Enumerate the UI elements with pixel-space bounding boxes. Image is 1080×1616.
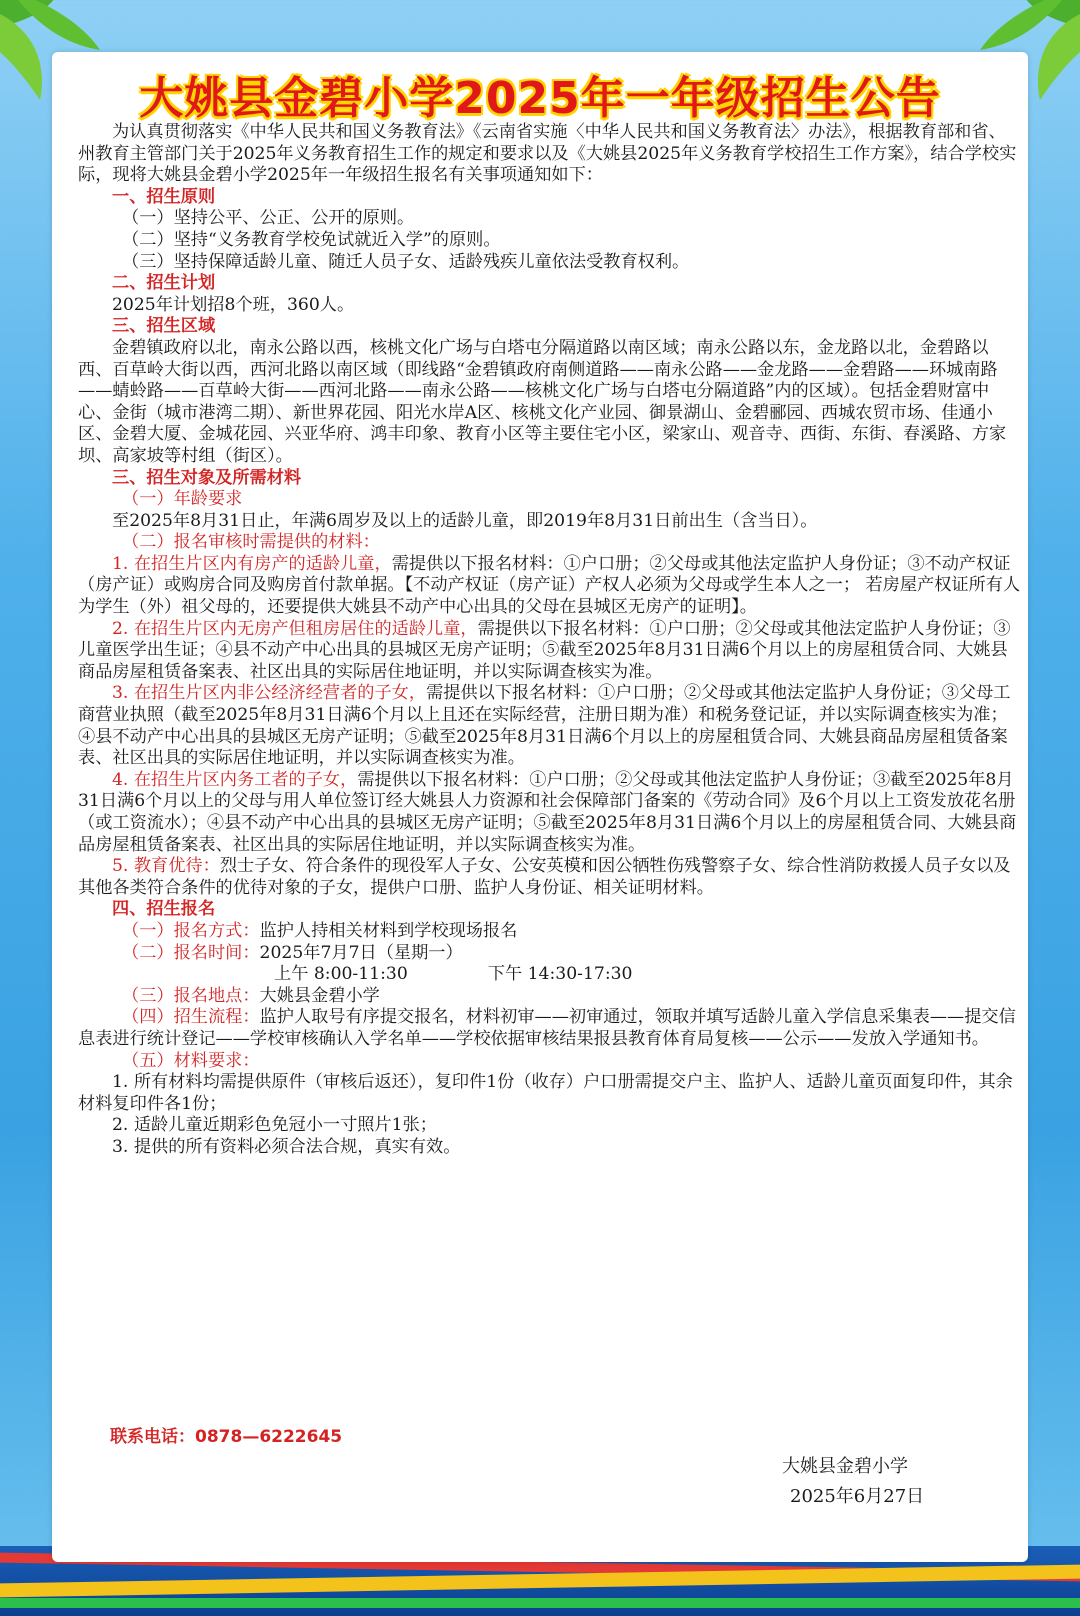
section-heading-plan: 二、招生计划 <box>112 273 216 294</box>
requirement-item: 2. 适龄儿童近期彩色免冠小一寸照片1张； <box>112 1115 437 1136</box>
registration-method <box>78 921 1022 943</box>
notice-body <box>78 122 1022 1159</box>
registration-place-label: （三）报名地点： <box>122 985 260 1006</box>
materials-item-text: 烈士子女、符合条件的现役军人子女、公安英模和因公牺牲伤残警察子女、综合性消防救援人员子女以及其他各类符合条件的优待对象的子女，提供户口册、监护人身份证、相关证明材料。 <box>78 856 1011 898</box>
materials-item <box>78 856 1022 899</box>
materials-item-lead: 5. 教育优待： <box>112 856 220 877</box>
time-slot-morning: 上午 8:00-11:30 <box>274 964 408 985</box>
registration-time-date: 2025年7月7日（星期一） <box>259 942 463 963</box>
registration-place-text: 大姚县金碧小学 <box>259 985 380 1006</box>
materials-item-lead: 4. 在招生片区内务工者的子女， <box>112 769 358 790</box>
section-heading-principles: 一、招生原则 <box>112 186 216 207</box>
materials-item-lead: 3. 在招生片区内非公经济经营者的子女， <box>112 683 427 704</box>
materials-item-lead: 1. 在招生片区内有房产的适龄儿童， <box>112 553 392 574</box>
requirement-item: 3. 提供的所有资料必须合法合规，真实有效。 <box>112 1136 461 1157</box>
plan-text: 2025年计划招8个班，360人。 <box>112 294 355 315</box>
materials-item-text: 需提供以下报名材料：①户口册；②父母或其他法定监护人身份证；③父母工商营业执照（截至2025年8月31日满6个月以上且还在实际经营，注册日期为准）和税务登记证，并以实际调查核实为准；④县不动产中心出具的县城区无房产证明；⑤截至2025年8月31日满6个月以上的房屋租赁合同、大姚县商品房屋租赁备案表、社区出具的实际居住地证明，并以实际调查核实为准。 <box>78 683 1011 769</box>
registration-place <box>78 986 1022 1008</box>
registration-flow-label: （四）招生流程： <box>122 1007 260 1028</box>
materials-item-text: 需提供以下报名材料：①户口册；②父母或其他法定监护人身份证；③截至2025年8月31日满6个月以上的父母与用人单位签订经大姚县人力资源和社会保障部门备案的《劳动合同》及6个月以上工资发放花名册（或工资流水）；④县不动产中心出具的县城区无房产证明；⑤截至2025年8月31日满6个月以上的房屋租赁合同、大姚县商品房屋租赁备案表、社区出具的实际居住地证明，并以实际调查核实为准。 <box>78 769 1017 855</box>
registration-time <box>78 943 1022 965</box>
principle-item: （二）坚持“义务教育学校免试就近入学”的原则。 <box>122 229 501 250</box>
signature-organization: 大姚县金碧小学 <box>782 1456 908 1477</box>
materials-heading: （二）报名审核时需提供的材料： <box>122 532 380 553</box>
notice-paper <box>52 52 1028 1562</box>
requirement-item: 1. 所有材料均需提供原件（审核后返还），复印件1份（收存）户口册需提交户主、监护人、适龄儿童页面复印件，其余材料复印件各1份； <box>78 1072 1013 1114</box>
materials-item <box>78 683 1022 769</box>
materials-item-text: 需提供以下报名材料：①户口册；②父母或其他法定监护人身份证；③儿童医学出生证；④县不动产中心出具的县城区无房产证明；⑤截至2025年8月31日满6个月以上的房屋租赁合同、大姚县商品房屋租赁备案表、社区出具的实际居住地证明，并以实际调查核实为准。 <box>78 618 1011 682</box>
principle-item: （一）坚持公平、公正、公开的原则。 <box>122 208 415 229</box>
registration-time-label: （二）报名时间： <box>122 942 260 963</box>
registration-method-label: （一）报名方式： <box>122 920 260 941</box>
principle-item: （三）坚持保障适龄儿童、随迁人员子女、适龄残疾儿童依法受教育权利。 <box>122 251 690 272</box>
requirements-heading: （五）材料要求： <box>122 1050 260 1071</box>
section-heading-eligibility: 三、招生对象及所需材料 <box>112 467 302 488</box>
registration-flow-text: 监护人取号有序提交报名，材料初审——初审通过，领取并填写适龄儿童入学信息采集表——提交信息表进行统计登记——学校审核确认入学名单——学校依据审核结果报县教育体育局复核——公示——发放入学通知书。 <box>78 1007 1016 1049</box>
time-slot-afternoon: 下午 14:30-17:30 <box>487 964 633 985</box>
materials-item-text: 需提供以下报名材料：①户口册；②父母或其他法定监护人身份证；③不动产权证（房产证）或购房合同及购房首付款单据。【不动产权证（房产证）产权人必须为父母或学生本人之一； 若房屋产权证所有人为学生（外）祖父母的，还要提供大姚县不动产中心出具的父母在县城区无房产的证明】。 <box>78 553 1021 618</box>
materials-item <box>78 770 1022 856</box>
materials-item <box>78 554 1022 619</box>
materials-item-lead: 2. 在招生片区内无房产但租房居住的适龄儿童， <box>112 618 478 639</box>
age-heading: （一）年龄要求 <box>122 489 243 510</box>
contact-phone: 联系电话：0878—6222645 <box>110 1427 343 1447</box>
registration-flow <box>78 1007 1022 1050</box>
notice-title: 大姚县金碧小学2025年一年级招生公告 <box>139 73 941 124</box>
bottom-green-stripe <box>0 1598 1080 1608</box>
intro-paragraph: 为认真贯彻落实《中华人民共和国义务教育法》《云南省实施〈中华人民共和国义务教育法〉办法》，根据教育部和省、州教育主管部门关于2025年义务教育招生工作的规定和要求以及《大姚县2025年义务教育学校招生工作方案》，结合学校实际，现将大姚县金碧小学2025年一年级招生报名有关事项通知如下： <box>78 122 1017 186</box>
registration-method-text: 监护人持相关材料到学校现场报名 <box>259 920 518 941</box>
section-heading-area: 三、招生区域 <box>112 316 216 337</box>
materials-item <box>78 619 1022 684</box>
age-text: 至2025年8月31日止，年满6周岁及以上的适龄儿童，即2019年8月31日前出生（含当日）。 <box>112 510 818 531</box>
area-text: 金碧镇政府以北，南永公路以西，核桃文化广场与白塔屯分隔道路以南区域；南永公路以东，金龙路以北，金碧路以西、百草岭大街以西，西河北路以南区域（即线路“金碧镇政府南侧道路——南永公路——金龙路——金碧路——环城南路——蜻蛉路——百草岭大街——西河北路——南永公路——核桃文化广场与白塔屯分隔道路”内的区域）。包括金碧财富中心、金街（城市港湾二期）、新世界花园、阳光水岸A区、核桃文化产业园、御景湖山、金碧郦园、西城农贸市场、佳通小区、金碧大厦、金城花园、兴亚华府、鸿丰印象、教育小区等主要住宅小区，梁家山、观音寺、西街、东街、春溪路、方家坝、高家坡等村组（街区）。 <box>78 337 1007 466</box>
signature-date: 2025年6月27日 <box>790 1486 925 1507</box>
registration-time-slots <box>78 964 1022 986</box>
section-heading-registration: 四、招生报名 <box>112 899 216 920</box>
